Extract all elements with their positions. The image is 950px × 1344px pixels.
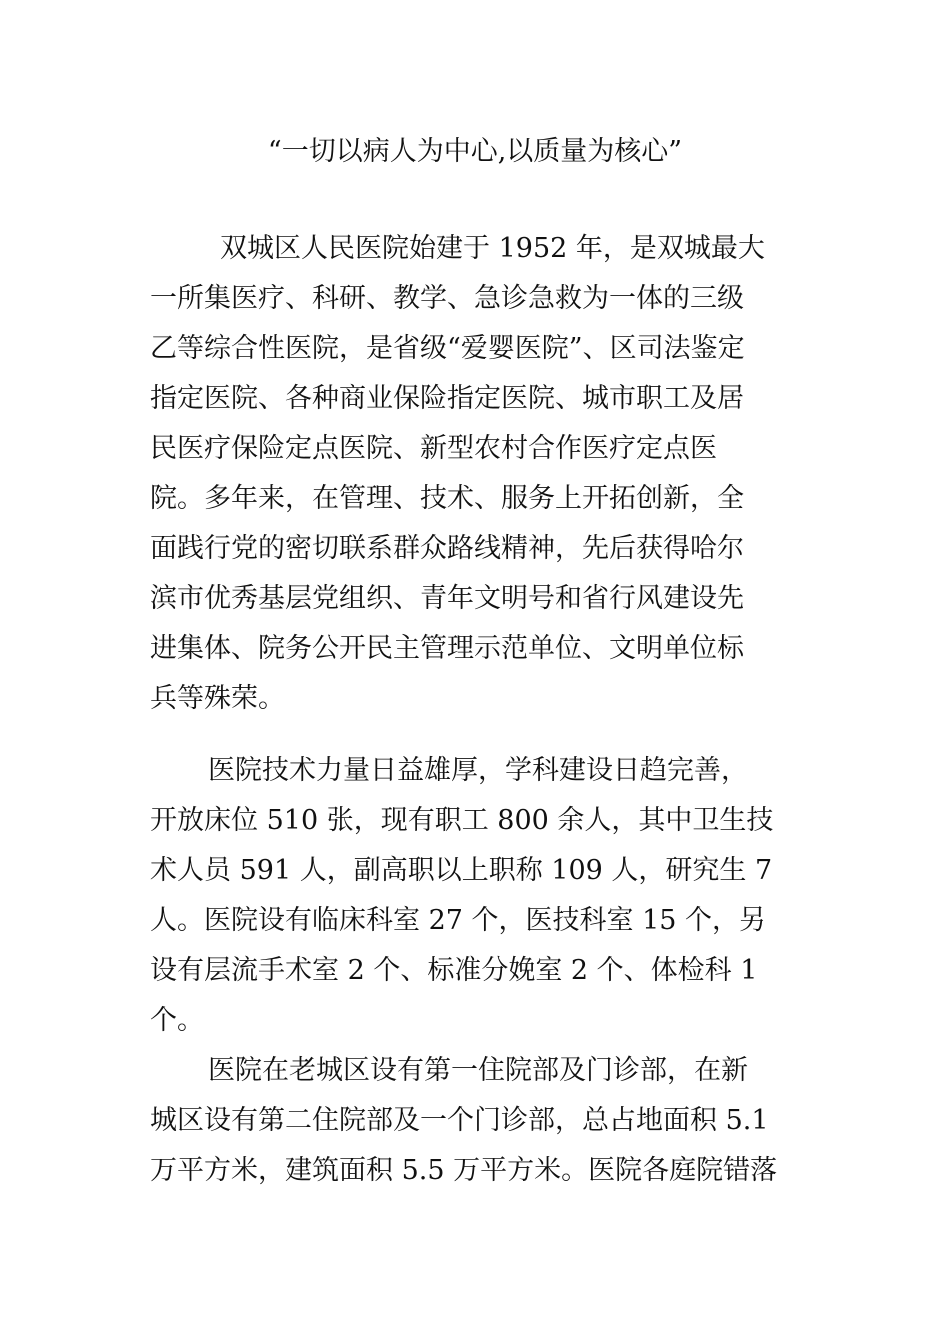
paragraph-line: 双城区人民医院始建于 1952 年，是双城最大 xyxy=(220,233,765,264)
paragraph-line: 开放床位 510 张，现有职工 800 余人，其中卫生技 xyxy=(150,805,774,836)
paragraph-line: 医院技术力量日益雄厚，学科建设日趋完善， xyxy=(208,755,748,786)
paragraph-line: 滨市优秀基层党组织、青年文明号和省行风建设先 xyxy=(150,583,744,614)
paragraph-line: 指定医院、各种商业保险指定医院、城市职工及居 xyxy=(150,383,744,414)
paragraph-facilities xyxy=(150,1046,800,1196)
paragraph-line: 兵等殊荣。 xyxy=(150,683,285,714)
paragraph-line: 乙等综合性医院，是省级“爱婴医院”、区司法鉴定 xyxy=(150,333,745,364)
paragraph-line: 面践行党的密切联系群众路线精神，先后获得哈尔 xyxy=(150,533,744,564)
paragraph-line: 医院在老城区设有第一住院部及门诊部，在新 xyxy=(208,1055,748,1086)
paragraph-line: 城区设有第二住院部及一个门诊部，总占地面积 5.1 xyxy=(150,1105,769,1136)
paragraph-line: 万平方米，建筑面积 5.5 万平方米。医院各庭院错落 xyxy=(150,1155,778,1186)
paragraph-line: 人。医院设有临床科室 27 个，医技科室 15 个，另 xyxy=(150,905,767,936)
paragraph-line: 个。 xyxy=(150,1005,204,1036)
paragraph-line: 一所集医疗、科研、教学、急诊急救为一体的三级 xyxy=(150,283,744,314)
paragraph-line: 进集体、院务公开民主管理示范单位、文明单位标 xyxy=(150,633,744,664)
document-title: “一切以病人为中心,以质量为核心” xyxy=(267,136,683,167)
paragraph-line: 民医疗保险定点医院、新型农村合作医疗定点医 xyxy=(150,433,717,464)
paragraph-line: 设有层流手术室 2 个、标准分娩室 2 个、体检科 1 xyxy=(150,955,758,986)
paragraph-staffing xyxy=(150,746,800,1046)
paragraph-history xyxy=(150,224,800,724)
paragraph-line: 院。多年来，在管理、技术、服务上开拓创新，全 xyxy=(150,483,744,514)
paragraph-line: 术人员 591 人，副高职以上职称 109 人，研究生 7 xyxy=(150,855,773,886)
